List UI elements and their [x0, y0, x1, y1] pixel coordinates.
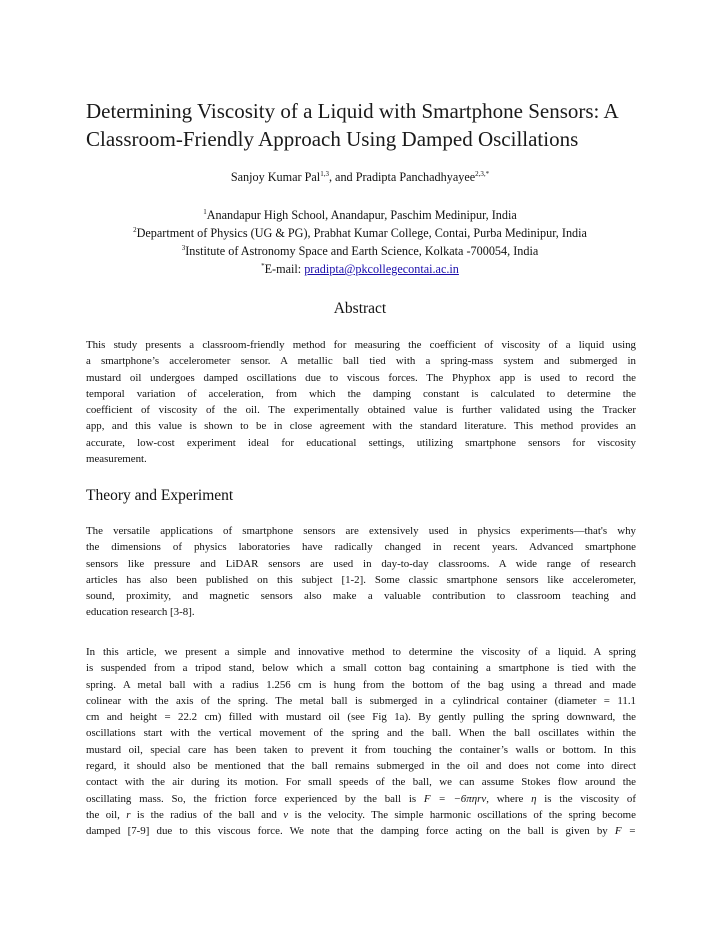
- text-line: [86, 823, 636, 839]
- damping-equation-start: F =: [614, 825, 636, 838]
- text-line: oscillations start with the vertical movement of the spring and the ball. When the ball oscillates within the: [86, 727, 636, 740]
- text-line: In this article, we present a simple and innovative method to determine the viscosity of a liquid. A spring: [86, 646, 636, 658]
- text-line: education research [3-8].: [86, 606, 195, 619]
- abstract-heading: Abstract: [333, 300, 387, 317]
- title-line: Determining Viscosity of a Liquid with Smartphone Sensors: A: [86, 99, 619, 123]
- text-line: the dimensions of physics laboratories have radically changed in recent years. Advanced smartphone: [86, 541, 636, 554]
- text-run: is the viscosity of: [536, 792, 636, 805]
- paper-title: [86, 97, 646, 153]
- friction-equation: F = −6πηrv: [423, 792, 487, 805]
- affiliation: [0, 224, 720, 242]
- text-run: damped [7-9] due to this viscous force. We note that the damping force acting on the ball is given by: [86, 825, 615, 838]
- text-line: accurate, low-cost experiment ideal for educational settings, utilizing smartphone sensors for viscosity: [86, 436, 636, 449]
- affiliation-marker: 1: [203, 208, 207, 216]
- text-line: app, and this value is shown to be in close agreement with the standard literature. This method provides an: [86, 420, 636, 433]
- text-line: This study presents a classroom-friendly method for measuring the coefficient of viscosity of a liquid using: [86, 339, 636, 351]
- text-run: oscillating mass. So, the friction force experienced by the ball is: [86, 792, 424, 805]
- affiliation-text: Anandapur High School, Anandapur, Paschim Medinipur, India: [206, 208, 517, 222]
- text-line: colinear with the axis of the spring. The metal ball is submerged in a cylindrical container (diameter = 11.1: [86, 694, 636, 707]
- text-line: cm and height = 22.2 cm) filled with mustard oil (see Fig 1a). By gently pulling the spring downward, the: [86, 711, 636, 724]
- affiliation: [0, 206, 720, 224]
- text-line: articles has also been published on this subject [1-2]. Some classic smartphone sensors like accelerometer,: [86, 573, 636, 586]
- title-line: Classroom-Friendly Approach Using Damped Oscillations: [86, 127, 579, 151]
- corresponding-marker: *: [261, 262, 265, 270]
- text-line: mustard oil undergoes damped oscillations due to viscous forces. The Phyphox app is used to record the: [86, 371, 636, 384]
- abstract-body: [86, 337, 636, 467]
- author-name: Sanjoy Kumar Pal: [230, 170, 321, 184]
- section-heading: Theory and Experiment: [86, 487, 234, 504]
- affiliation-marker: 2: [133, 226, 137, 234]
- author-affiliation-marker: 2,3,*: [475, 170, 490, 178]
- text-run: the oil,: [86, 808, 127, 821]
- text-line: regard, it should also be mentioned that the ball remains submerged in the oil and does not come into direct: [86, 760, 636, 773]
- affiliations: [0, 206, 720, 278]
- text-line: a smartphone’s accelerometer sensor. A metallic ball tied with a spring-mass system and submerged in: [86, 355, 636, 368]
- author-separator: , and: [328, 170, 356, 184]
- text-run: , where: [486, 792, 532, 805]
- email-label: E-mail:: [264, 262, 305, 276]
- text-line: mustard oil, special care has been taken to prevent it from touching the container’s walls or bottom. In this: [86, 743, 636, 756]
- text-line: [86, 791, 636, 807]
- text-line: [86, 807, 636, 823]
- email-link[interactable]: pradipta@pkcollegecontai.ac.in: [304, 262, 459, 276]
- text-line: The versatile applications of smartphone sensors are extensively used in physics experiments—that's why: [86, 525, 636, 537]
- text-run: is the velocity. The simple harmonic oscillations of the spring become: [288, 808, 636, 821]
- paragraph: [86, 523, 636, 621]
- text-line: coefficient of viscosity of the oil. The experimentally obtained value is further validated using the Tracker: [86, 404, 636, 417]
- author-name: Pradipta Panchadhyayee: [355, 170, 476, 184]
- text-line: sound, proximity, and magnetic sensors also make a valuable contribution to classroom teaching and: [86, 590, 636, 603]
- affiliation-text: Department of Physics (UG & PG), Prabhat Kumar College, Contai, Purba Medinipur, India: [136, 226, 587, 240]
- text-line: temporal variation of acceleration, from which the damping constant is calculated to determine the: [86, 387, 636, 400]
- text-line: is suspended from a tripod stand, below which a small cotton bag containing a smartphone is tied with the: [86, 662, 636, 675]
- corresponding-email: [0, 260, 720, 278]
- eta-symbol: η: [531, 792, 537, 805]
- text-line: sensors like pressure and LiDAR sensors are used in day-to-day classrooms. A wide range of research: [86, 557, 636, 570]
- text-line: measurement.: [86, 453, 147, 466]
- author-list: [0, 170, 720, 185]
- affiliation: [0, 242, 720, 260]
- paragraph: [86, 644, 636, 840]
- author-affiliation-marker: 1,3: [320, 170, 329, 178]
- affiliation-marker: 3: [181, 244, 186, 252]
- text-run: is the radius of the ball and: [130, 808, 284, 821]
- text-line: contact with the air during its motion. For small speeds of the ball, we can assume Stokes flow around the: [86, 776, 636, 789]
- text-line: spring. A metal ball with a radius 1.256 cm is hung from the bottom of the bag using a thread and made: [86, 678, 636, 691]
- velocity-symbol: v: [283, 808, 289, 821]
- radius-symbol: r: [126, 808, 131, 821]
- affiliation-text: Institute of Astronomy Space and Earth Science, Kolkata -700054, India: [185, 244, 539, 258]
